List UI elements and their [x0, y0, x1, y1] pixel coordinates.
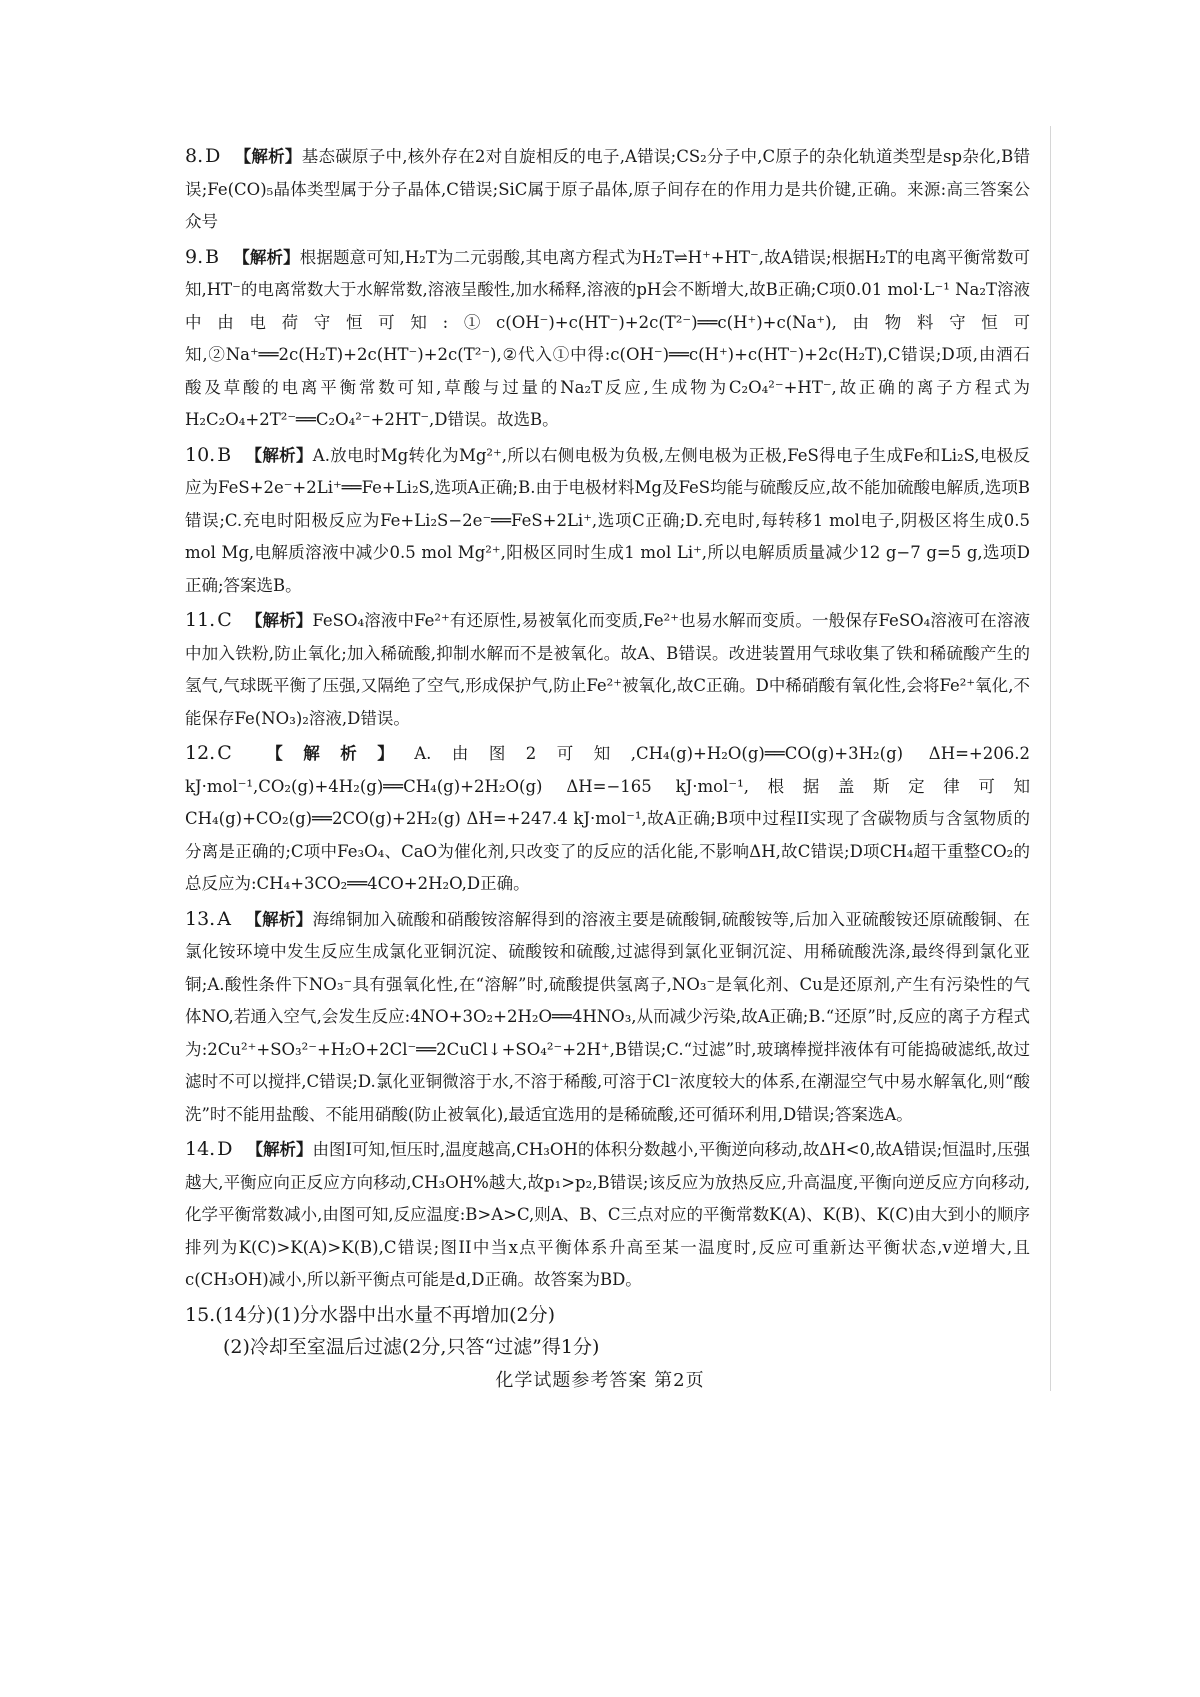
answer-letter: D [205, 145, 221, 167]
answer-item-13 [185, 903, 1030, 1132]
answer-item-8 [185, 140, 1030, 239]
question-number: 14. [185, 1138, 216, 1160]
page-footer: 化学试题参考答案 第2页 [495, 1370, 705, 1391]
analysis-tag: 【解析】 [246, 1140, 313, 1159]
answer-item-10 [185, 439, 1030, 603]
analysis-text: A.由图2可知,CH₄(g)+H₂O(g)══CO(g)+3H₂(g) ΔH=+206.2 kJ·mol⁻¹,CO₂(g)+4H₂(g)══CH₄(g)+2H₂O(g) ΔH=−165 kJ·mol⁻¹,根据盖斯定律可知CH₄(g)+CO₂(g)══2CO(g)+2H₂(g) ΔH=+247.4 kJ·mol⁻¹,故A正确;B项中过程II实现了含碳物质与含氢物质的分离是正确的;C项中Fe₃O₄、CaO为催化剂,只改变了的反应的活化能,不影响ΔH,故C错误;D项CH₄超干重整CO₂的总反应为:CH₄+3CO₂══4CO+2H₂O,D正确。 [185, 744, 1030, 893]
analysis-text: 海绵铜加入硫酸和硝酸铵溶解得到的溶液主要是硫酸铜,硫酸铵等,后加入亚硫酸铵还原硫酸铜、在氯化铵环境中发生反应生成氯化亚铜沉淀、硫酸铵和硫酸,过滤得到氯化亚铜沉淀、用稀硫酸洗涤,最终得到氯化亚铜;A.酸性条件下NO₃⁻具有强氧化性,在“溶解”时,硫酸提供氢离子,NO₃⁻是氧化剂、Cu是还原剂,产生有污染性的气体NO,若通入空气,会发生反应:4NO+3O₂+2H₂O══4HNO₃,从而减少污染,故A正确;B.“还原”时,反应的离子方程式为:2Cu²⁺+SO₃²⁻+H₂O+2Cl⁻══2CuCl↓+SO₄²⁻+2H⁺,B错误;C.“过滤”时,玻璃棒搅拌液体有可能捣破滤纸,故过滤时不可以搅拌,C错误;D.氯化亚铜微溶于水,不溶于稀酸,可溶于Cl⁻浓度较大的体系,在潮湿空气中易水解氧化,则“酸洗”时不能用盐酸、不能用硝酸(防止被氧化),最适宜选用的是稀硫酸,还可循环利用,D错误;答案选A。 [185, 909, 1030, 1124]
answer-letter: D [217, 1138, 233, 1160]
analysis-tag: 【解析】 [245, 611, 313, 630]
answer-letter: A [217, 907, 231, 930]
question-number: 11. [185, 609, 216, 631]
q15-line-1: 15.(14分)(1)分水器中出水量不再增加(2分) [185, 1303, 556, 1326]
answer-item-11 [185, 604, 1030, 735]
question-number: 13. [185, 907, 216, 930]
answer-item-12 [185, 737, 1030, 901]
question-number: 12. [185, 742, 216, 764]
answer-item-14 [185, 1133, 1030, 1297]
answer-letter: C [217, 609, 232, 631]
analysis-tag: 【解析】 [245, 445, 313, 465]
analysis-text: FeSO₄溶液中Fe²⁺有还原性,易被氧化而变质,Fe²⁺也易水解而变质。一般保存FeSO₄溶液可在溶液中加入铁粉,防止氧化;加入稀硫酸,抑制水解而不是被氧化。故A、B错误。改进装置用气球收集了铁和稀硫酸产生的氢气,气球既平衡了压强,又隔绝了空气,形成保护气,防止Fe²⁺被氧化,故C正确。D中稀硝酸有氧化性,会将Fe²⁺氧化,不能保存Fe(NO₃)₂溶液,D错误。 [185, 611, 1030, 728]
q15-line-2: (2)冷却至室温后过滤(2分,只答“过滤”得1分) [223, 1336, 600, 1358]
answer-letter: B [205, 245, 220, 268]
analysis-tag: 【解析】 [233, 247, 300, 267]
question-number: 9. [185, 245, 204, 268]
question-number: 8. [185, 145, 204, 167]
analysis-tag: 【解析】 [244, 909, 313, 929]
analysis-text: 根据题意可知,H₂T为二元弱酸,其电离方程式为H₂T⇌H⁺+HT⁻,故A错误;根据H₂T的电离平衡常数可知,HT⁻的电离常数大于水解常数,溶液呈酸性,加水稀释,溶液的pH会不断增大,故B正确;C项0.01 mol·L⁻¹ Na₂T溶液中由电荷守恒可知:①c(OH⁻)+c(HT⁻)+2c(T²⁻)══c(H⁺)+c(Na⁺),由物料守恒可知,②Na⁺══2c(H₂T)+2c(HT⁻)+2c(T²⁻),②代入①中得:c(OH⁻)══c(H⁺)+c(HT⁻)+2c(H₂T),C错误;D项,由酒石酸及草酸的电离平衡常数可知,草酸与过量的Na₂T反应,生成物为C₂O₄²⁻+HT⁻,故正确的离子方程式为H₂C₂O₄+2T²⁻══C₂O₄²⁻+2HT⁻,D错误。故选B。 [185, 247, 1031, 429]
answer-letter: C [217, 742, 232, 764]
analysis-tag: 【解析】 [245, 744, 415, 763]
analysis-text: 基态碳原子中,核外存在2对自旋相反的电子,A错误;CS₂分子中,C原子的杂化轨道类型是sp杂化,B错误;Fe(CO)₅晶体类型属于分子晶体,C错误;SiC属于原子晶体,原子间存在的作用力是共价键,正确。来源:高三答案公众号 [185, 147, 1031, 231]
analysis-text: 由图I可知,恒压时,温度越高,CH₃OH的体积分数越小,平衡逆向移动,故ΔH<0,故A错误;恒温时,压强越大,平衡应向正反应方向移动,CH₃OH%越大,故p₁>p₂,B错误;该反应为放热反应,升高温度,平衡向逆反应方向移动,化学平衡常数减小,由图可知,反应温度:B>A>C,则A、B、C三点对应的平衡常数K(A)、K(B)、K(C)由大到小的顺序排列为K(C)>K(A)>K(B),C错误;图II中当x点平衡体系升高至某一温度时,反应可重新达平衡状态,v逆增大,且c(CH₃OH)减小,所以新平衡点可能是d,D正确。故答案为BD。 [185, 1140, 1031, 1289]
answer-letter: B [217, 443, 232, 466]
answer-content [185, 140, 1030, 1366]
question-number: 10. [185, 443, 216, 466]
answer-item-9 [185, 241, 1030, 437]
answer-item-15 [185, 1299, 1030, 1364]
analysis-tag: 【解析】 [234, 147, 302, 166]
analysis-text: A.放电时Mg转化为Mg²⁺,所以右侧电极为负极,左侧电极为正极,FeS得电子生成Fe和Li₂S,电极反应为FeS+2e⁻+2Li⁺══Fe+Li₂S,选项A正确;B.由于电极材料Mg及FeS均能与硫酸反应,故不能加硫酸电解质,选项B错误;C.充电时阳极反应为Fe+Li₂S−2e⁻══FeS+2Li⁺,选项C正确;D.充电时,每转移1 mol电子,阴极区将生成0.5 mol Mg,电解质溶液中减少0.5 mol Mg²⁺,阳极区同时生成1 mol Li⁺,所以电解质质量减少12 g−7 g=5 g,选项D正确;答案选B。 [185, 445, 1031, 595]
